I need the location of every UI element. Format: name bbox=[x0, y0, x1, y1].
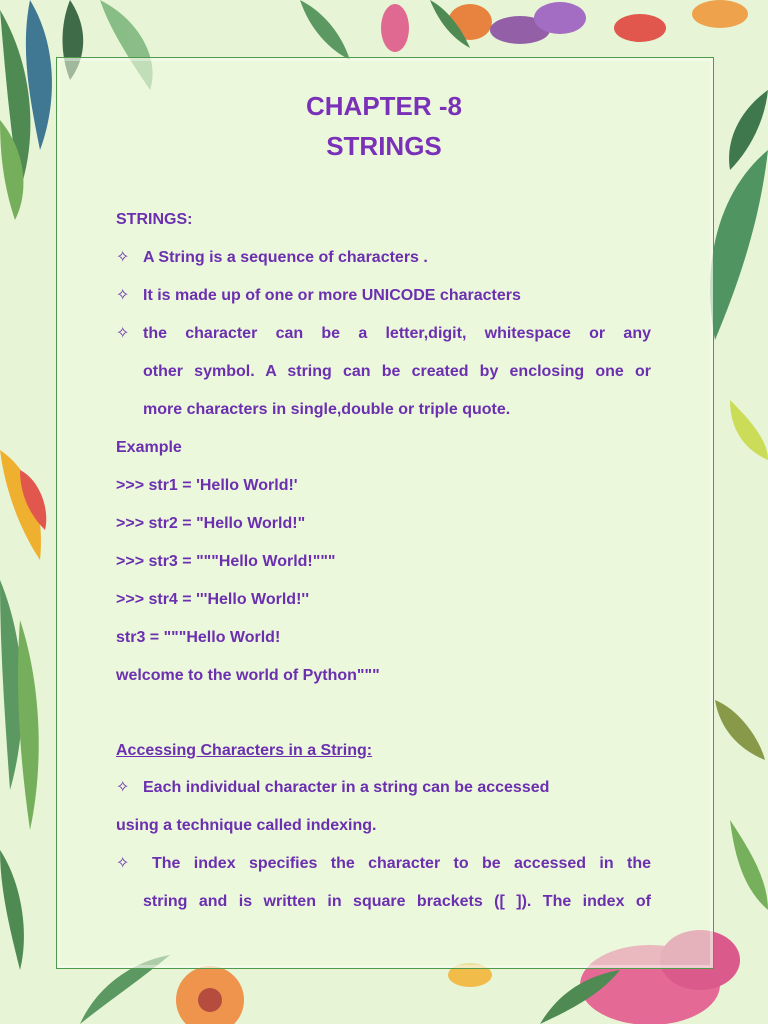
intro-bullet bbox=[116, 247, 428, 269]
code-line: >>> str1 = 'Hello World!' bbox=[116, 477, 298, 494]
continuation-text: other symbol. A string can be created by enclosing one or bbox=[143, 363, 651, 380]
intro-bullet bbox=[116, 323, 651, 345]
chapter-subtitle: STRINGS bbox=[326, 131, 442, 161]
bullet-text: A String is a sequence of characters . bbox=[143, 249, 428, 266]
intro-bullet bbox=[116, 285, 521, 307]
continuation-text: using a technique called indexing. bbox=[116, 817, 377, 834]
strings-heading: STRINGS: bbox=[116, 211, 193, 228]
sparkle-bullet-icon: ✧ bbox=[116, 779, 130, 796]
sparkle-bullet-icon: ✧ bbox=[116, 287, 130, 304]
continuation-text: more characters in single,double or triple quote. bbox=[143, 401, 511, 418]
bullet-text: Each individual character in a string can be accessed bbox=[143, 779, 550, 796]
bullet-text: The index specifies the character to be accessed in the bbox=[152, 855, 651, 872]
code-line: >>> str2 = "Hello World!" bbox=[116, 515, 306, 532]
sparkle-bullet-icon: ✧ bbox=[116, 325, 130, 342]
accessing-bullet bbox=[116, 853, 651, 875]
bullet-text: It is made up of one or more UNICODE characters bbox=[143, 287, 521, 304]
continuation-text: string and is written in square brackets ([ ]). The index of bbox=[143, 893, 651, 910]
code-line: >>> str4 = '''Hello World!'' bbox=[116, 591, 310, 608]
chapter-title: CHAPTER -8 bbox=[305, 91, 462, 121]
example-heading: Example bbox=[116, 439, 182, 456]
bullet-text: the character can be a letter,digit, whitespace or any bbox=[143, 325, 651, 342]
code-line: >>> str3 = """Hello World!""" bbox=[116, 553, 336, 570]
sparkle-bullet-icon: ✧ bbox=[116, 249, 130, 266]
accessing-heading: Accessing Characters in a String: bbox=[116, 742, 373, 759]
code-line: welcome to the world of Python""" bbox=[116, 667, 380, 684]
accessing-bullet bbox=[116, 777, 549, 799]
sparkle-bullet-icon: ✧ bbox=[116, 855, 130, 872]
code-line: str3 = """Hello World! bbox=[116, 629, 281, 646]
